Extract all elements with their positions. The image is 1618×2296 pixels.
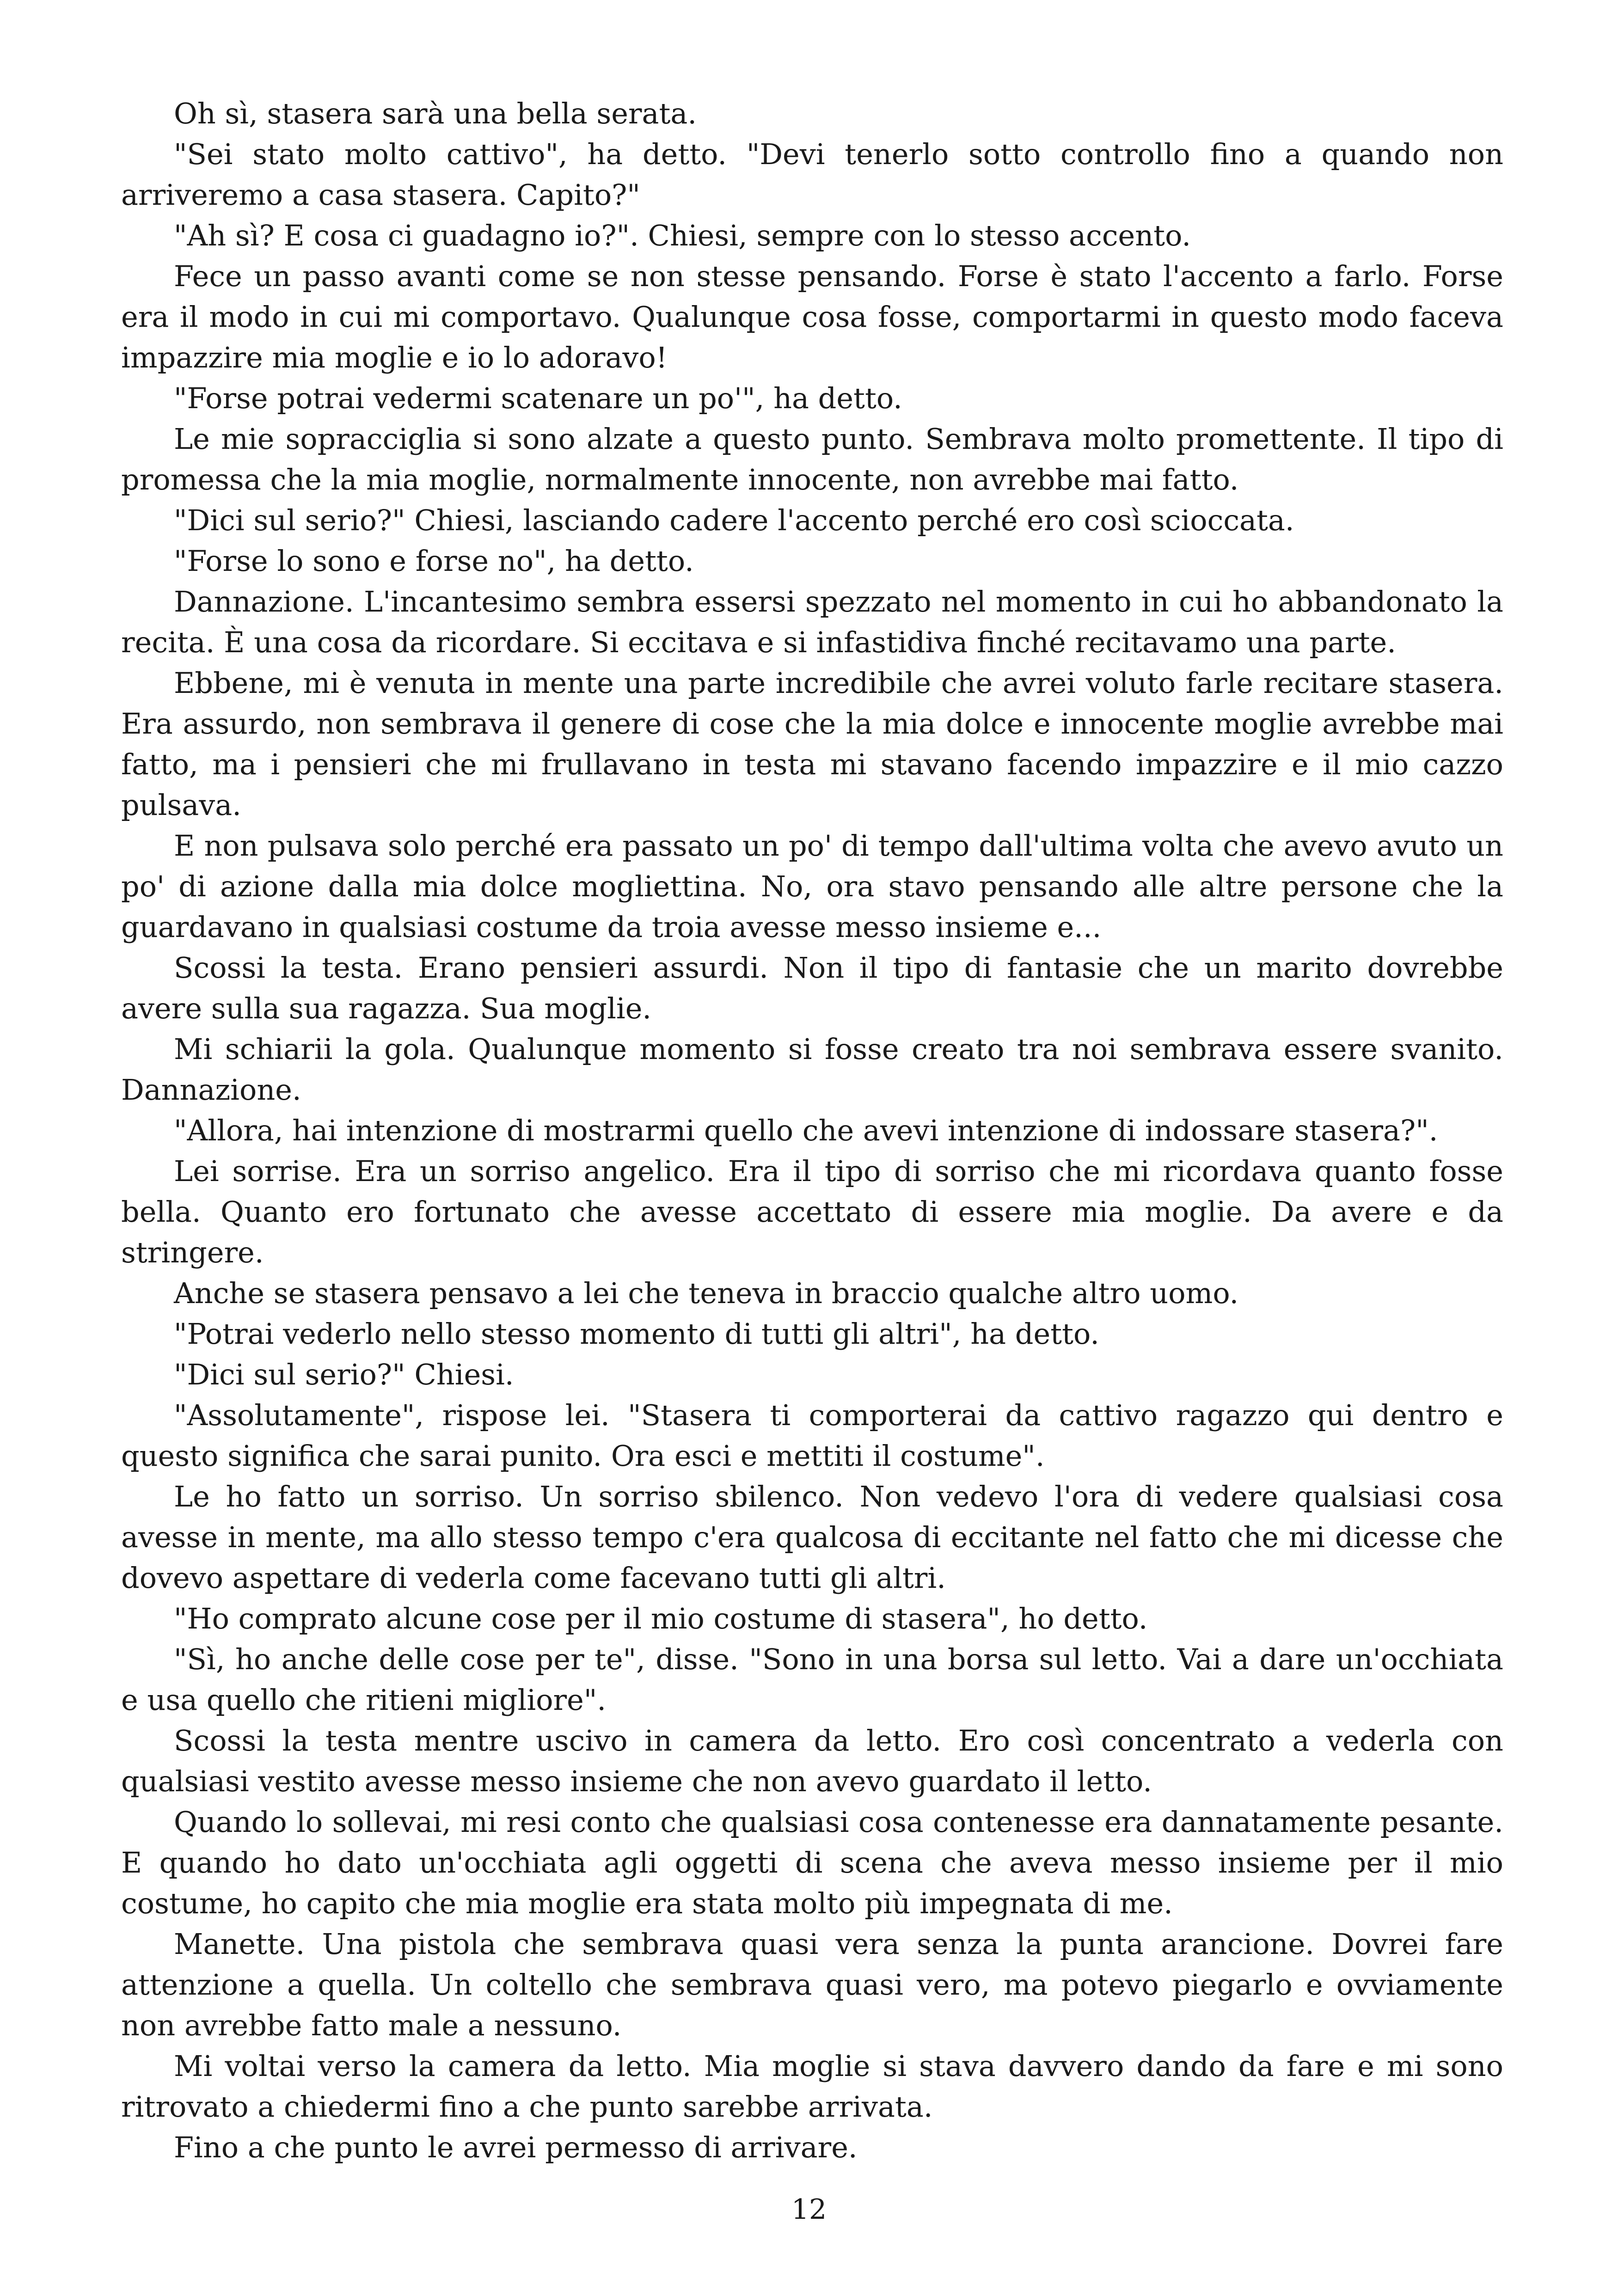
paragraph: Fece un passo avanti come se non stesse pensando. Forse è stato l'accento a farlo. Forse era il modo in cui mi comportavo. Qualunque cosa fosse, comportarmi in questo modo faceva impazzire mia moglie e io lo adoravo!	[121, 259, 1503, 374]
paragraph: Fino a che punto le avrei permesso di arrivare.	[174, 2131, 858, 2164]
paragraph: "Potrai vederlo nello stesso momento di tutti gli altri", ha detto.	[174, 1317, 1099, 1351]
paragraph: Mi voltai verso la camera da letto. Mia moglie si stava davvero dando da fare e mi sono ritrovato a chiedermi fino a che punto sarebbe arrivata.	[121, 2049, 1503, 2124]
paragraph: "Sei stato molto cattivo", ha detto. "Devi tenerlo sotto controllo fino a quando non arriveremo a casa stasera. Capito?"	[121, 137, 1503, 212]
paragraph: Le ho fatto un sorriso. Un sorriso sbilenco. Non vedevo l'ora di vedere qualsiasi cosa avesse in mente, ma allo stesso tempo c'era qualcosa di eccitante nel fatto che mi dicesse che dovevo aspettare di vederla come facevano tutti gli altri.	[121, 1480, 1503, 1595]
paragraph: "Assolutamente", rispose lei. "Stasera ti comporterai da cattivo ragazzo qui dentro e questo significa che sarai punito. Ora esci e mettiti il costume".	[121, 1398, 1503, 1473]
paragraph: "Forse lo sono e forse no", ha detto.	[174, 544, 694, 578]
paragraph: "Ah sì? E cosa ci guadagno io?". Chiesi, sempre con lo stesso accento.	[174, 219, 1191, 252]
paragraph: Le mie sopracciglia si sono alzate a questo punto. Sembrava molto promettente. Il tipo di promessa che la mia moglie, normalmente innocente, non avrebbe mai fatto.	[121, 422, 1503, 496]
paragraph: Ebbene, mi è venuta in mente una parte incredibile che avrei voluto farle recitare stasera. Era assurdo, non sembrava il genere di cose che la mia dolce e innocente moglie avrebbe mai fatto, ma i pensieri che mi frullavano in testa mi stavano facendo impazzire e il mio cazzo pulsava.	[121, 666, 1503, 822]
paragraph: "Forse potrai vedermi scatenare un po'", ha detto.	[174, 381, 902, 415]
page-number: 12	[791, 2193, 827, 2226]
paragraph: "Dici sul serio?" Chiesi.	[174, 1358, 514, 1391]
paragraph: E non pulsava solo perché era passato un po' di tempo dall'ultima volta che avevo avuto un po' di azione dalla mia dolce mogliettina. No, ora stavo pensando alle altre persone che la guardavano in qualsiasi costume da troia avesse messo insieme e...	[121, 829, 1503, 944]
paragraph: Anche se stasera pensavo a lei che teneva in braccio qualche altro uomo.	[174, 1276, 1239, 1310]
paragraph: Scossi la testa mentre uscivo in camera da letto. Ero così concentrato a vederla con qualsiasi vestito avesse messo insieme che non avevo guardato il letto.	[121, 1724, 1503, 1798]
paragraph: "Allora, hai intenzione di mostrarmi quello che avevi intenzione di indossare stasera?".	[174, 1114, 1438, 1147]
paragraph: Oh sì, stasera sarà una bella serata.	[174, 97, 697, 130]
paragraph: "Dici sul serio?" Chiesi, lasciando cadere l'accento perché ero così scioccata.	[174, 503, 1294, 537]
paragraph: Dannazione. L'incantesimo sembra essersi spezzato nel momento in cui ho abbandonato la recita. È una cosa da ricordare. Si eccitava e si infastidiva finché recitavamo una parte.	[121, 585, 1503, 659]
paragraph: Manette. Una pistola che sembrava quasi vera senza la punta arancione. Dovrei fare attenzione a quella. Un coltello che sembrava quasi vero, ma potevo piegarlo e ovviamente non avrebbe fatto male a nessuno.	[121, 1927, 1503, 2042]
paragraph: Lei sorrise. Era un sorriso angelico. Era il tipo di sorriso che mi ricordava quanto fosse bella. Quanto ero fortunato che avesse accettato di essere mia moglie. Da avere e da stringere.	[121, 1154, 1503, 1269]
paragraph: Scossi la testa. Erano pensieri assurdi. Non il tipo di fantasie che un marito dovrebbe avere sulla sua ragazza. Sua moglie.	[121, 951, 1503, 1025]
body-text	[121, 93, 1503, 2168]
paragraph: "Ho comprato alcune cose per il mio costume di stasera", ho detto.	[174, 1602, 1148, 1635]
paragraph: Mi schiarii la gola. Qualunque momento si fosse creato tra noi sembrava essere svanito. Dannazione.	[121, 1032, 1503, 1107]
paragraph: Quando lo sollevai, mi resi conto che qualsiasi cosa contenesse era dannatamente pesante. E quando ho dato un'occhiata agli oggetti di scena che aveva messo insieme per il mio costume, ho capito che mia moglie era stata molto più impegnata di me.	[121, 1805, 1503, 1920]
paragraph: "Sì, ho anche delle cose per te", disse. "Sono in una borsa sul letto. Vai a dare un'occhiata e usa quello che ritieni migliore".	[121, 1642, 1503, 1717]
